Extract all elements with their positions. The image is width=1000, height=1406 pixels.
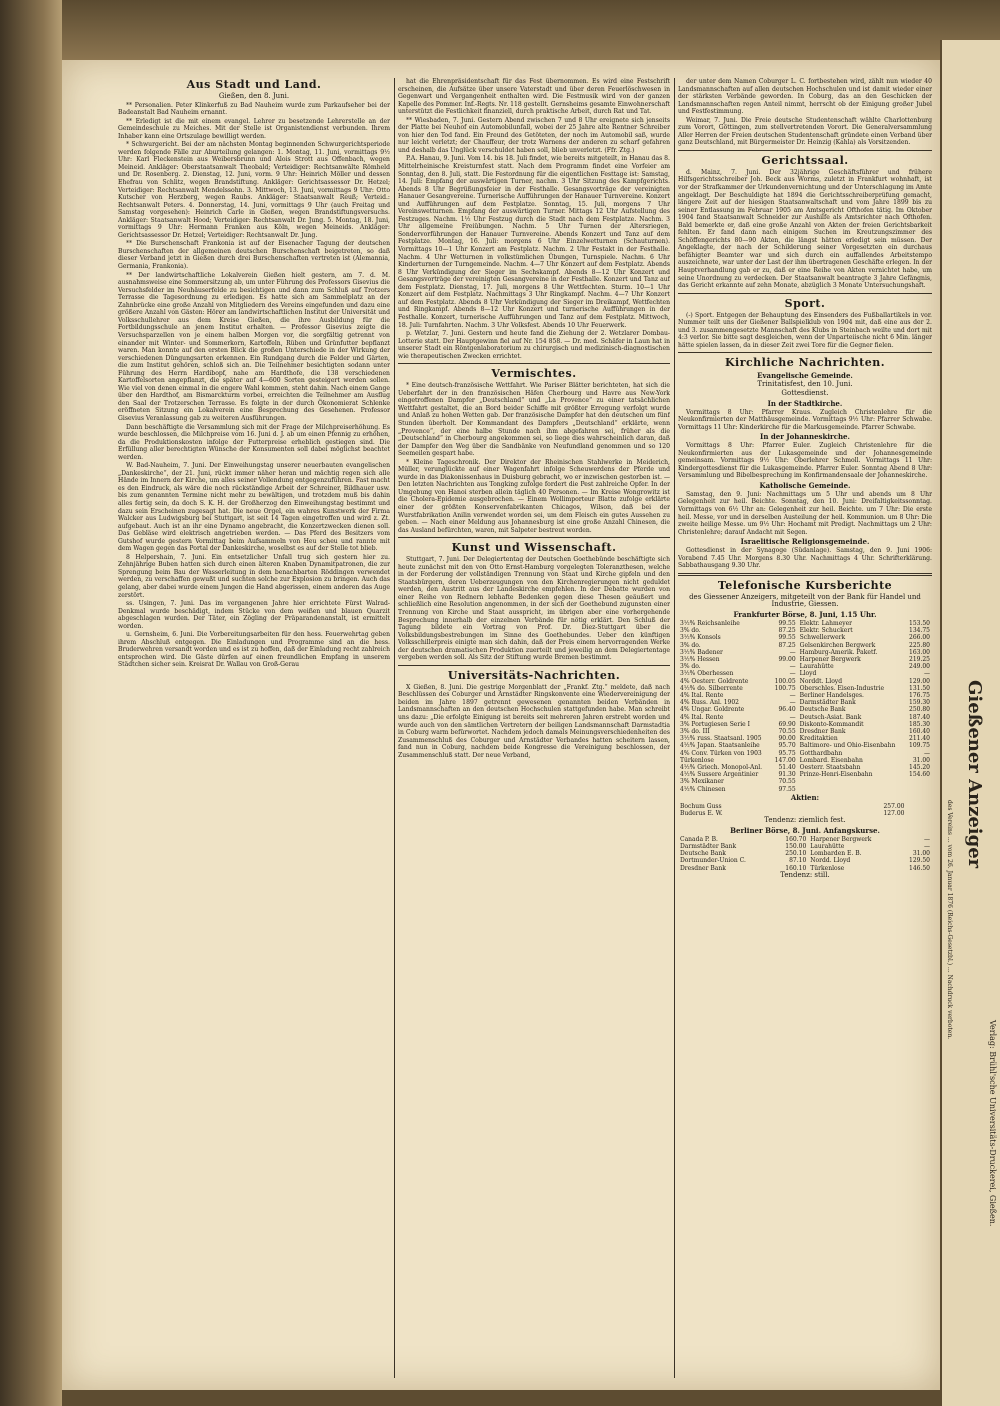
article-paragraph: p. Wetzlar, 7. Juni. Gestern und heute fand die Ziehung der 2. Wetzlarer Dombau-Lotterie statt. Der Hauptgewinn fiel auf Nr. 154 858. — Dr. med. Schäfer in Laun hat in unserer Stadt ein Röntgenlaboratorium zu chirurgisch und medizinisch-diagnostischen wie therapeutischen Zwecken errichtet. [398,330,670,360]
price-value: 87.10 [789,857,807,865]
price-value: 87.25 [778,627,796,635]
article-paragraph: Stuttgart, 7. Juni. Der Delegiertentag der Deutschen Goethebünde beschäftigte sich heute zunächst mit den von Otto Ernst-Hamburg vorgelegten Toleranzthesen, welche in der Forderung der vollständigen Trennung von Staat und Kirche gipfeln und den Staatsbürgern, deren Ueberzeugungen von den Kirchenregierungen nicht geduldet werden, den Austritt aus der Landeskirche empfehlen. In der Debatte wurden von einer Reihe von Rednern lebhafte Bedenken gegen diese Thesen geäußert und schließlich eine Resolution angenommen, in der sich der Goethebund zugunsten einer Trennung von Kirche und Staat ausspricht, im übrigen aber eine vorhergehende Besprechung innerhalb der einzelnen Verbände für nötig erklärt. Den Schluß der Tagung bildete ein Vortrag von Prof. Dr. Diez-Stuttgart über die Volksbildungsbestrebungen im Sinne des Goethebundes. Ueber den künftigen Volksschillerpreis einigte man sich dahin, daß der Preis einem hervorragenden Werke der deutschen dramatischen Produktion zuerteilt und jeweilig an dem Delegiertentage vergeben werden soll. Als Sitz der Stiftung wurde Bremen bestimmt. [398,556,670,662]
price-value [905,786,932,793]
divider [398,665,670,666]
table-row [678,663,932,670]
subsection-title: Aktien: [790,792,820,802]
price-value: — [924,842,930,850]
price-value: 87.25 [778,641,796,649]
table-row [678,764,932,771]
subsection-title: Evangelische Gemeinde. [757,371,853,381]
price-value: 150.00 [785,842,807,850]
article-paragraph: * Schwurgericht. Bei der am nächsten Montag beginnenden Schwurgerichtsperiode werden folgende Fälle zur Aburteilung gelangen: 1. Montag, 11. Juni, vormittags 9½ Uhr: Karl Fleckenstein aus Weibersbrunn und Alois Strott aus Offenbach, wegen Meineid. Ankläger: Oberstaatsanwalt Theobald; Verteidiger: Rechtsanwälte Römheld und Dr. Rosenberg. 2. Dienstag, 12. Juni, vorm. 9 Uhr: Heinrich Möller und dessen Ehefrau von Schlitz, wegen Brandstiftung. Ankläger: Gerichtsassessor Dr. Hetzel; Verteidiger: Rechtsanwalt Mendelssohn. 3. Mittwoch, 13. Juni, vormittags 9 Uhr: Otto Kutscher von Herzberg, wegen Raubs. Ankläger: Staatsanwalt Reuß; Verteid.: Rechtsanwalt Peters. 4. Donnerstag, 14. Juni, vormittags 9 Uhr (auch Freitag und Samstag vorgesehen): Heinrich Carle in Gießen, wegen Brandstiftungsversuchs. Ankläger: Staatsanwalt Hood; Verteidiger: Rechtsanwalt Dr. Jung. 5. Montag, 18. Juni, vormittags 9 Uhr: Hermann Franken aus Köln, wegen Meineids. Ankläger: Gerichtsassessor Dr. Hetzel; Verteidiger: Rechtsanwalt Dr. Jung. [118,141,390,239]
security-name: Kreditaktien [799,735,838,743]
price-value: 266.00 [909,634,930,642]
price-value: 31.00 [912,756,930,764]
security-name: 4% Ungar. Goldrente [680,706,745,714]
column-3 [678,78,932,1374]
security-name: Lombarden E. B. [810,850,862,858]
price-value: 100.75 [774,684,796,692]
price-value: 249.00 [909,663,930,671]
article-paragraph: P.A. Hanau, 9. Juni. Vom 14. bis 18. Juli findet, wie bereits mitgeteilt, in Hanau das 8. Mittelrheinische Kreisturnfest statt. Nach dem Programm findet eine Vorfeier am Sonntag, den 8. Juli, statt. Die Festordnung für die eigentlichen Festtage ist: Samstag, 14. Juli: Empfang der auswärtigen Turner, nachm. 3 Uhr Sitzung des Kampfgerichts. Abends 8 Uhr Begrüßungsfeier in der Festhalle. Gesangsvorträge der vereinigten Hanauer Gesangvereine. Turnerische Aufführungen der Hanauer Turnvereine. Konzert und Aufführungen auf dem Festplatze. Sonntag, 15. Juli, morgens 7 Uhr Vereinswetturnen. Empfang der auswärtigen Turner. Mittags 12 Uhr Aufstellung des Festzuges. Nachm. 1½ Uhr Festzug durch die Stadt nach dem Festplatze. Nachm. 3 Uhr allgemeine Freiübungen. Nachm. 5 Uhr Turnen der Altersriegen, Sondervorführungen der Hanauer Turnvereine. Abends Konzert und Tanz auf dem Festplatze. Montag, 16. Juli: morgens 6 Uhr Einzelwetturnen (Schauturnen). Vormittags 10—1 Uhr Konzert am Festplatz. Nachm. 2 Uhr Festakt in der Festhalle. Nachm. 4 Uhr Wetturnen in volkstümlichen Übungen, Turnspiele. Nachm. 6 Uhr Kinderturnen der Turngemeinde. Nachm. 4—7 Uhr Konzert auf dem Festplatz. Abends 8 Uhr Verkündigung der Sieger im Sechskampf. Abends 8—12 Uhr Konzert und Gesangsvorträge der vereinigten Gesangvereine in der Festhalle. Konzert und Tanz auf dem Festplatz. Dienstag, 17. Juli, morgens 8 Uhr Wettfechten. Sturm. 10—1 Uhr Konzert auf dem Festplatz. Nachmittags 3 Uhr Ringkampf. Nachm. 4—7 Uhr Konzert auf dem Festplatz. Abends 8 Uhr Verkündigung der Sieger im Dreikampf, Wettfechten und Ringkampf. Abends 8—12 Uhr Konzert und turnerische Aufführungen in der Festhalle. Konzert, turnerische Aufführungen und Tanz auf dem Festplatz. Mittwoch, 18. Juli: Turnfahrten. Nachm. 3 Uhr Volksfest. Abends 10 Uhr Feuerwerk. [398,155,670,329]
security-name: 3% do. [680,641,701,649]
table-row [678,803,932,810]
article-paragraph: ** Wiesbaden, 7. Juni. Gestern Abend zwischen 7 und 8 Uhr ereignete sich jenseits der Platte bei Neuhof ein Automobilunfall, wobei der 25 Jahre alte Rentner Schreiber von hier den Tod fand. Ein Freund des Getöteten, der noch im Automobil saß, wurde nur leicht verletzt; der Chauffeur, der trotz Warnens der anderen zu scharf gefahren und deshalb das Unglück verschuldet haben soll, blieb unverletzt. (Ffr. Ztg.) [398,116,670,154]
price-value: 100.05 [774,677,796,685]
price-value: — [789,691,796,699]
publisher-vertical: Verlag: Brühl'sche Universitäts-Druckerei, Gießen. [988,1020,997,1227]
security-name: Diskonto-Kommandit [799,720,864,728]
subsection-title: Katholische Gemeinde. [759,480,851,490]
security-name: Dresdner Bank [680,864,726,872]
security-name: Darmstädter Bank [680,842,737,850]
dateline: Gottesdienst. [781,388,829,397]
price-value: 257.00 [883,802,905,810]
security-name: 3½% Konsols [680,634,721,642]
security-name: Buderus E. W. [680,809,723,817]
security-name: Deutsch-Asiat. Bank [799,713,862,721]
table-row [678,757,932,764]
section-title: Kunst und Wissenschaft. [451,541,617,555]
security-name: Hamburg-Amerik. Paketf. [799,648,878,656]
table-row [678,771,932,778]
price-value: 134.75 [909,627,930,635]
price-value: 97.55 [778,785,796,793]
security-name: 3½% Reichsanleihe [680,619,740,627]
security-name: 3% Mexikaner [680,778,724,786]
security-name: 4½% do. Silberrente [680,684,743,692]
security-name: 4% Ital. Rente [680,713,724,721]
security-name: Oberschles. Eisen-Industrie [799,684,885,692]
article-paragraph: Weimar, 7. Juni. Die Freie deutsche Studentenschaft wählte Charlottenburg zum Vorort, Göttingen, zum stellvertretenden Vorort. Die Generalversammlung Aller Herren der Freien deutschen Studentenschaft gründete einen Verband über ganz Deutschland, mit Bürgermeister Dr. Heinzig (Kahla) als Vorsitzenden. [678,116,932,147]
table-row [678,836,932,843]
security-name: Berliner Handelsges. [799,691,864,699]
tendency: Tendenz: ziemlich fest. [764,816,846,825]
security-name: Lloyd [799,670,817,678]
security-name: Bochum Guss [680,802,722,810]
table-row [678,642,932,649]
table-row [678,721,932,728]
price-value: 163.00 [909,648,930,656]
security-name: 3% do. III [680,727,710,735]
article-paragraph: W. Bad-Nauheim, 7. Juni. Der Einweihungstag unserer neuerbauten evangelischen „Dankeskirche“, der 21. Juni, rückt immer näher heran und mächtig regen sich alle Hände im Innern der Kirche, um alles seiner Vollendung entgegenzuführen. Fast macht es den Eindruck, als wäre die noch rückständige Arbeit der Schreiner, Bildhauer usw. bis zum genannten Termine nicht mehr zu bewältigen, und trotzdem muß bis dahin alles fertig sein, da doch S. K. H. der Großherzog den Einweihungstag bestimmt und dazu sein Erscheinen zugesagt hat. Die neue Orgel, ein wahres Kunstwerk der Firma Walcker aus Ludwigsburg bei Stuttgart, ist seit 14 Tagen eingetroffen und wird z. Zt. aufgebaut. Auch ist an ihr eine Dynamo angebracht, die Konzertzwecken dienen soll. Das Gebläse wird elektrisch angetrieben werden. — Das Pferd des Besitzers vom Gutshof wurde gestern Vormittag beim Aufsammeln von Heu scheu und rannte mit dem Wagen gegen das Portal der Dankeskirche, woselbst es auf der Stelle tot blieb. [118,462,390,553]
security-name: Dortmunder-Union C. [680,857,746,865]
security-name: 4½% Japan. Staatsanleihe [680,742,760,750]
security-name: Oesterr. Staatsbahn [799,763,861,771]
book-binding [0,0,62,1406]
price-value: 131.50 [909,684,930,692]
price-value: 99.00 [778,655,796,663]
article-paragraph: der unter dem Namen Coburger L. C. fortbestehen wird, zählt nun wieder 40 Landsmannschaften auf allen deutschen Hochschulen und ist damit wieder einer der stärksten Verbände geworden. In Coburg, das an den Geschicken der Landsmannschaften regen Anteil nimmt, herrscht ob der Einigung großer Jubel und Festfestimmung. [678,78,932,116]
article-paragraph: Vormittags 8 Uhr: Pfarrer Kraus. Zugleich Christenlehre für die Neukonfirmierten der Matthäusgemeinde. Vormittags 9½ Uhr: Pfarrer Schwabe. Vormittags 11 Uhr: Kinderkirche für die Markusgemeinde. Pfarrer Schwabe. [678,408,932,431]
divider [678,573,932,576]
price-value: 160.10 [785,864,807,872]
section-title: Aus Stadt und Land. [186,78,322,91]
price-value: — [924,749,930,757]
security-name: 3% do. [680,627,701,635]
security-name: Laurahütte [810,842,845,850]
security-name: Harpener Bergwerk [810,835,872,843]
price-value: 176.75 [909,691,930,699]
price-value: 185.30 [909,720,930,728]
article-paragraph: 8 Helpershain, 7. Juni. Ein entsetzlicher Unfall trug sich gestern hier zu. Zehnjährige Buben hatten sich durch einen älteren Knaben Dynamitpatronen, die zur Sprengung beim Bau der Wasserleitung in dem benachbarten Röddingen verwendet werden, zu verschaffen gewußt und suchten solche zur Explosion zu bringen. Auch das gelang, aber dabei wurde einem Jungen die Hand abgerissen, einem anderen das Auge zerstört. [118,553,390,599]
price-value: 51.40 [778,763,796,771]
security-name: Elektr. Schuckert [799,627,853,635]
adjacent-page [940,40,1000,1406]
security-name [798,786,905,793]
legal-note-vertical: des Vereins ... vom 26. Januar 1876 (Reichs-Gesetzbl.) ... Nachdruck verboten. [946,800,953,1040]
column-2 [398,78,670,1374]
security-name: 4% Oesterr. Goldrente [680,677,749,685]
price-value: 154.60 [909,771,930,779]
security-name: 4½% Sussere Argentinier [680,771,759,779]
security-name: 4% Conv. Türken von 1903 [680,749,762,757]
security-name: Norddt. Lloyd [799,677,843,685]
security-name: Gotthardbahn [799,749,843,757]
divider [398,537,670,538]
price-value: — [789,670,796,678]
table-row [678,678,932,685]
article-paragraph: ** Personalien. Peter Klinkerfuß zu Bad Nauheim wurde zum Parkaufseher bei der Badeanstalt Bad Nauheim ernannt. [118,101,390,117]
article-paragraph: Samstag, den 9. Juni: Nachmittags um 5 Uhr und abends um 8 Uhr Gelegenheit zur heil. Beichte. Sonntag, den 10. Juni: Dreifaltigkeitssonntag. Vormittags von 6½ Uhr an: Gelegenheit zur heil. Beichte. um 7 Uhr: Die erste heil. Messe, vor und in derselben Austeilung der heil. Kommunion. um 8 Uhr: Die zweite heilige Messe. um 9½ Uhr: Hochamt mit Predigt. Nachmittags um 2 Uhr: Christenlehre; darauf Andacht mit Segen. [678,490,932,536]
tendency: Tendenz: still. [780,870,830,879]
table-row [678,728,932,735]
price-value: 187.40 [909,713,930,721]
security-name: 4% Russ. Anl. 1902 [680,699,739,707]
security-name: 3% do. [680,663,701,671]
newspaper-page [62,60,940,1390]
price-value: 95.75 [778,749,796,757]
table-row [678,692,932,699]
security-name: Canada P. B. [680,835,718,843]
table-row [678,706,932,713]
article-paragraph: hat die Ehrenpräsidentschaft für das Fest übernommen. Es wird eine Festschrift erscheinen, die Aufsätze über unsere Vaterstadt und über deren Feuerlöschwesen in Gegenwart und Vergangenheit enthalten wird. Die Festmusik wird von der ganzen Kapelle des Pommer. Inf.-Regts. Nr. 118 gestellt. Gernsheims gesamte Einwohnerschaft unterstützt die Festlichkeit finanziell, durch praktische Arbeit, durch Rat und Tat. [398,78,670,116]
price-value: — [789,648,796,656]
table-row [678,656,932,663]
price-value: 145.20 [909,763,930,771]
price-value [919,810,932,817]
security-name: Lombard. Eisenbahn [799,756,863,764]
price-value: 69.90 [778,720,796,728]
section-title: Gerichtssaal. [761,153,849,167]
table-row [678,649,932,656]
price-table [678,836,932,872]
security-name: 3½% russ. Staatsanl. 1905 [680,735,762,743]
price-value: — [789,713,796,721]
article-paragraph: ** Erledigt ist die mit einem evangel. Lehrer zu besetzende Lehrerstelle an der Gemeindeschule zu Meiches. Mit der Stelle ist Organistendienst verbunden. Ihrem Inhaber kann eine Ortszulage bewilligt werden. [118,117,390,140]
security-name: 3½% Hessen [680,655,720,663]
table-row [678,634,932,641]
security-name: 4½% Chinesen [680,785,726,793]
table-row [678,857,932,864]
subsection-title: Israelitische Religionsgemeinde. [740,537,870,547]
table-row [678,714,932,721]
subtitle: des Giessener Anzeigers, mitgeteilt von der Bank für Handel und Industrie, Giessen. [689,592,921,609]
price-value: 96.40 [778,706,796,714]
price-value: 153.50 [909,619,930,627]
article-paragraph: ** Die Burschenschaft Frankonia ist auf der Eisenacher Tagung der deutschen Burschenschaften der allgemeinen deutschen Burschenschaft beigetreten, so daß dieser Verband jetzt in Gießen durch drei Burschenschaften vertreten ist (Alemannia, Germania, Frankonia). [118,240,390,271]
price-value: 250.10 [785,850,807,858]
price-value: 31.00 [912,850,930,858]
security-name: Darmstädter Bank [799,699,856,707]
section-title: Universitäts-Nachrichten. [447,668,621,682]
price-value: 219.25 [909,655,930,663]
security-name: 3% Portugiesen Serie I [680,720,750,728]
price-value: 147.00 [774,756,796,764]
price-value: 129.00 [909,677,930,685]
security-name: Türkenlose [680,756,714,764]
price-value: 99.55 [778,634,796,642]
security-name: 3½% Badener [680,648,723,656]
article-paragraph: * Eine deutsch-französische Wettfahrt. Wie Pariser Blätter berichteten, hat sich die Ueberfahrt der in den französischen Häfen Cherbourg und Havre aus New-York eingetroffenen Dampfer „Deutschland“ und „La Provence“ zu einer tatsächlichen Wettfahrt gestaltet, die an Bord beider Schiffe mit größter Erregung verfolgt wurde und Anlaß zu hohen Wetten gab. Der französische Dampfer hat den deutschen um fünf Stunden überholt. Der Kommandant des Dampfers „Deutschland“ erklärte, wenn „Provence“, der eine halbe Stunde nach ihm abgefahren sei, früher als die „Deutschland“ in Cherbourg angekommen sei, so liege dies wahrscheinlich daran, daß der Dampfer den Weg über die Sandbänke von Neufundland genommen und so 120 Seemeilen gespart habe. [398,382,670,458]
divider [678,293,932,294]
price-value: 225.80 [909,641,930,649]
security-name [906,810,919,817]
divider [678,352,932,353]
price-value: — [924,835,930,843]
section-title: Telefonische Kursberichte [717,578,893,592]
security-name: Deutsche Bank [799,706,846,714]
security-name [906,803,919,810]
price-value: 127.00 [883,809,905,817]
table-row [678,735,932,742]
table-row [678,850,932,857]
article-paragraph: u. Gernsheim, 6. Juni. Die Vorbereitungsarbeiten für den hess. Feuerwehrtag geben ihrem Abschluß entgegen. Die Einladungen und Programme sind an die hess. Bruderwehren versandt worden und es ist zu hoffen, daß der Einladung recht zahlreich entsprochen wird. Die Gäste dürfen auf einen freundlichen Empfang in unserem Städtchen sicher sein. Kreisrat Dr. Wallau von Groß-Gerau [118,631,390,669]
price-value: 250.80 [909,706,930,714]
article-paragraph: X Gießen, 8. Juni. Die gestrige Morgenblatt der „Frankf. Ztg.“ meldete, daß nach Beschlüssen des Coburger und Arnstädter Ringskonvente eine Wiedervereinigung der beiden im Jahre 1897 getrennt gewesenen genannten beiden Verbänden in Landsmannschaften an den deutschen Hochschulen stattgefunden habe. Man schreibt uns dazu: „Die erfolgte Einigung ist bereits seit mehreren Jahren erstrebt worden und wurde auch von den sämtlichen Vertretern der beiligen Landsmannschaft Darmstadtia in Coburg warm befürwortet. Nachdem jedoch damals Meinungsverschiedenheiten des Zusammenschluß des Coburger und Arnstädter Verbandes hatten scheitern lassen, fand nun in Coburg, nachdem beide Kongresse die Vereinigung beschlossen, der Zusammenschluß statt. Der neue Verband, [398,683,670,759]
price-value: 159.30 [909,699,930,707]
article-paragraph: (-) Sport. Entgegen der Behauptung des Einsenders des Fußballartikels in vor. Nummer teilt uns der Gießener Ballspielklub von 1904 mit, daß eine aus der 2. und 3. zusammengesetzte Mannschaft des Klubs in Steinbach weilte und dort mit 4:3 verlor. Sie bitte sagt desgleichen, wenn der Unparteiische nicht 6 Min. länger hätte spielen lassen, da in dieser Zeit zwei Tore für die Gegner fielen. [678,311,932,349]
table-row [678,786,932,793]
divider [678,150,932,151]
security-name: Laurahütte [799,663,834,671]
security-name: 3½% Oberhessen [680,670,734,678]
security-name: Türkenlose [810,864,845,872]
price-value: 95.70 [778,742,796,750]
security-name: 4½% Griech. Monopol-Anl. [680,763,763,771]
article-paragraph: ss. Usingen, 7. Juni. Das im vergangenen Jahre hier errichtete Fürst Walrad-Denkmal wurde beschädigt, indem Stücke von dem weißen und blauen Quarzit abgeschlagen wurden. Der Täter, ein Zögling der Präparandenanstalt, ist ermittelt worden. [118,600,390,630]
price-value: 160.70 [785,835,807,843]
price-value: 129.50 [909,857,930,865]
table-row [678,685,932,692]
column-rule [674,78,675,1378]
article-paragraph: * Kleine Tageschronik. Der Direktor der Rheinischen Stahlwerke in Meiderich, Müller, verunglückte auf einer Wagenfahrt infolge Scheuwerdens der Pferde und wurde in das Diakonissenhaus in Duisburg gebracht, wo er inzwischen gestorben ist. — Den letzten Nachrichten aus Tongking zufolge fordert die Pest zahlreiche Opfer. In der Umgebung von Hanoi sterben allein täglich 40 Personen. — Im Kreise Wongrowitz ist die Cholera-Epidemie ausgebrochen. — Einem Wollimporteur Blatte zufolge erklärte einer der größten Konservenfabrikanten Chicagos, Wilson, daß bei der Wurstfabrikation Anilin verwendet worden sei, um dem Fleisch ein gutes Aussehen zu geben. — Nach einer Meldung aus Johannesburg ist eine große Anzahl Chinesen, die das Ausland befürchten, waren, mit Salpeter bestreut worden. [398,458,670,534]
price-value: 70.55 [778,727,796,735]
price-value [919,803,932,810]
column-rule [394,78,395,1378]
table-row [678,843,932,850]
security-name: Baltimore- und Ohio-Eisenbahn [799,742,896,750]
table-row [678,778,932,785]
subsection-title: Frankfurter Börse, 8. Juni, 1.15 Uhr. [733,609,877,619]
table-row [678,699,932,706]
dateline: Gießen, den 8. Juni. [218,92,290,100]
price-value: 109.75 [909,742,930,750]
subsection-title: In der Johanneskirche. [760,432,850,442]
price-value: 70.55 [778,778,796,786]
price-value: — [789,663,796,671]
top-edge [62,0,1000,60]
price-value: 160.40 [909,727,930,735]
security-name: 4% Ital. Rente [680,691,724,699]
price-value: — [789,699,796,707]
table-row [678,620,932,627]
column-1 [118,78,390,1374]
table-row [678,742,932,749]
price-value: 146.50 [909,864,930,872]
price-value: — [924,670,930,678]
masthead-vertical: Gießener Anzeiger [964,680,985,869]
section-title: Vermischtes. [491,367,577,381]
security-name: Harpener Bergwerk [799,655,861,663]
price-table [678,620,932,793]
dateline: Trinitatisfest, den 10. Juni. [757,380,853,389]
security-name: Dresdner Bank [799,727,846,735]
table-row [678,627,932,634]
security-name: Nordd. Lloyd [810,857,851,865]
security-name: Prinze-Henri-Eisenbahn [799,771,873,779]
article-paragraph: Dann beschäftigte die Versammlung sich mit der Frage der Milchpreiserhöhung. Es wurde beschlossen, die Milchpreise vom 16. Juni d. J. ab um einen Pfennig zu erhöhen, da die Produktionskosten infolge der Futterpreise erheblich gestiegen sind. Die Erfüllung aller berechtigten Wünsche der Konsumenten soll dabei möglichst beachtet werden. [118,423,390,461]
price-value: 211.40 [909,735,930,743]
section-title: Sport. [784,296,826,310]
security-name: Elektr. Lahmeyer [799,619,853,627]
price-value [905,778,932,785]
article-paragraph: Gottesdienst in der Synagoge (Südanlage). Samstag, den 9. Juni 1906: Vorabend 7.45 Uhr. Morgens 8.30 Uhr. Nachmittags 4 Uhr. Schrifterklärung. Sabbathausgang 9.30 Uhr. [678,547,932,570]
table-row [678,670,932,677]
article-paragraph: d. Mainz, 7. Juni. Der 32jährige Geschäftsführer und frühere Hilfsgerichtsschreiber Joh. Beck aus Worms, zuletzt in Frankfurt wohnhaft, ist vor der Strafkammer der Urkundenvernichtung und der Unterschlagung im Amte angeklagt. Der Beschuldigte hat 1894 die Gerichtsschreiberprüfung gemacht, längere Zeit auf der hiesigen Staatsanwaltschaft und vom Jahre 1899 bis zu seiner Entlassung im Februar 1905 am Amtsgericht Ofthofen tätig. Im Oktober 1904 fand Staatsanwalt Schneider zur Aushilfe als Amtsrichter nach Ofthofen. Bald bemerkte er, daß eine große Anzahl von Akten der freien Gerichtsbarkeit fehlten. Er fand dann nach einigem Suchen im Kreutzungszimmer des Schöffengerichts 80—90 Akten, die längst hätten erledigt sein müssen. Der Angeklagte, der nach der Schilderung seiner Vorgesetzten ein durchaus befähigter Beamter war und sich durch ein auffallendes Arbeitstempo auszeichnete, war unter der Last der ihm übertragenen Geschäfte erlegen. In der Hauptverhandlung gab er zu, daß er eine Reihe von Akten vernichtet habe, um seine Unordnung zu verdecken. Der Staatsanwalt beantragte 3 Jahre Gefängnis, das Gericht erkannte auf zehn Monate, abzüglich 3 Monate Untersuchungshaft. [678,168,932,290]
security-name: Deutsche Bank [680,850,726,858]
bottom-edge [62,1390,1000,1406]
table-row [678,750,932,757]
price-value: 90.00 [778,735,796,743]
article-paragraph: Vormittags 8 Uhr: Pfarrer Euler. Zugleich Christenlehre für die Neukonfirmierten aus der Lukasgemeinde und der Johannesgemeinde gemeinsam. Vormittags 9½ Uhr: Oberlehrer Schmoll. Vormittags 11 Uhr: Kindergottesdienst für die Lukasgemeinde. Pfarrer Euler. Sonntag Abend 8 Uhr: Versammlung und Bibelbesprechung im Konfirmandensaale der Johanneskirche. [678,442,932,480]
price-value: 91.30 [778,771,796,779]
security-name: Schwellerwerk [799,634,846,642]
security-name [798,778,905,785]
divider [398,363,670,364]
section-title: Kirchliche Nachrichten. [724,356,886,370]
article-paragraph: ** Der landwirtschaftliche Lokalverein Gießen hielt gestern, am 7. d. M. ausnahmsweise eine Sommersitzung ab, um unter Führung des Professors Gisevius die Versuchsfelder im Neuhäuserfelde zu besichtigen und dann zum Schluß auf Trotzers Terrasse die Tagesordnung zu erledigen. Es hatte sich am Sammelplatz an der Zahnbrücke eine große Anzahl von Mitgliedern des Vereins eingefunden und dazu eine größere Anzahl von Gästen: Hörer am landwirtschaftlichen Institut der Universität und Volksschullehrer aus dem Kreise Gießen, die ihre Ausbildung für die Fortbildungsschule an jenem Institut erhalten. — Professor Gisevius zeigte die Versuchsparzellen von je einem halben Morgen vor, die sorgfältig getrennt von einander mit Winter- und Sommerkorn, Kartoffeln, Rüben und Grünfutter bepflanzt waren. Man konnte auf den ersten Blick die großen Unterschiede in der Wirkung der verschiedenen Düngungsarten erkennen. Ein Rundgang durch die Felder und Gärten, die zum Institut gehören, schloß sich an. Die Teilnehmer besichtigten sodann unter Führung des Herrn Hardibopf, nahe am Hardthofe, die 138 verschiedenen Kartoffelsorten angepflanzt, die später auf 4—600 Sorten gesteigert werden sollen. Wie viel von denen einmal in die engere Wahl kommen, steht dahin. Nach einem Gange über den Hardthof, am Bismarckturm vorbei, erreichten die Teilnehmer am Ausflug den Saal der Trotzerschen Terrasse. Es folgte in der durch Ökonomierat Schlenke eröffneten Sitzung ein Lokalverein eine Besprechung des Gesehenen. Professor Gisevius Veranlassung gab zu weiteren Ausführungen. [118,271,390,422]
subsection-title: In der Stadtkirche. [767,398,843,408]
price-table [678,803,932,817]
security-name: Gelsenkirchen Bergwerk [799,641,876,649]
price-value: 99.55 [778,619,796,627]
subsection-title: Berliner Börse, 8. Juni. Anfangskurse. [730,825,880,835]
